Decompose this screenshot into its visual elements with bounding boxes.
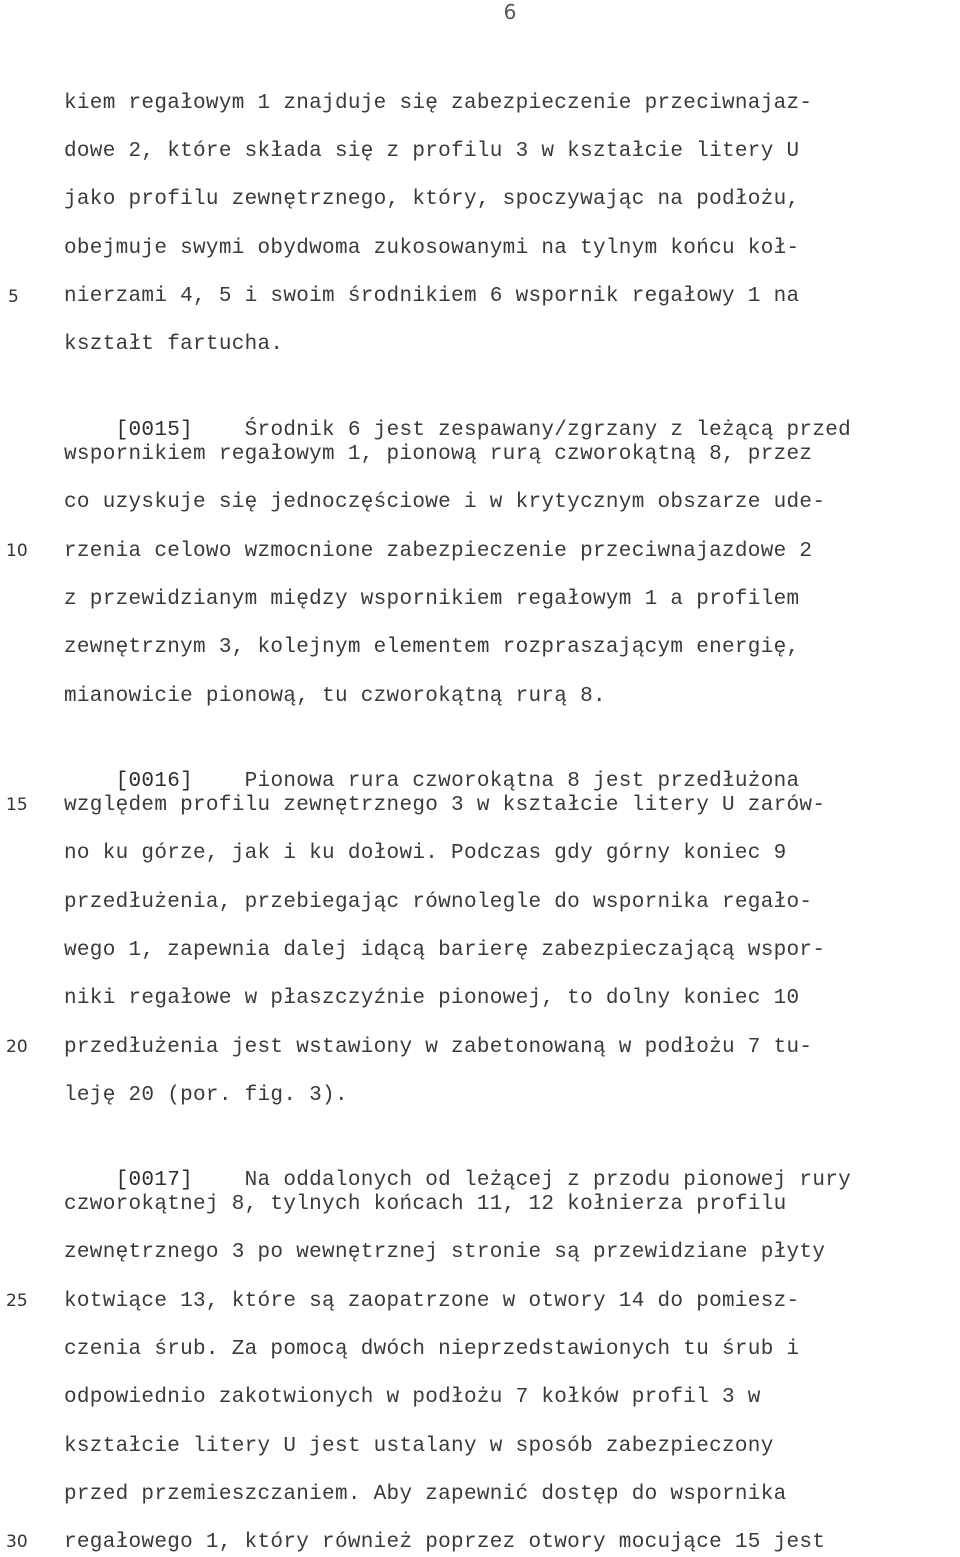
text-line: wego 1, zapewnia dalej idącą barierę zabezpieczającą wspor- xyxy=(64,939,826,962)
text-line: przed przemieszczaniem. Aby zapewnić dostęp do wspornika xyxy=(64,1483,787,1506)
line-number-20: 20 xyxy=(6,1037,28,1057)
text-line: jako profilu zewnętrznego, który, spoczywając na podłożu, xyxy=(64,188,800,211)
paragraph-number: [0015] xyxy=(115,419,194,442)
page-number: 6 xyxy=(503,0,517,24)
text-line: czenia śrub. Za pomocą dwóch nieprzedstawionych tu śrub i xyxy=(64,1338,800,1361)
text-line: mianowicie pionową, tu czworokątną rurą 8. xyxy=(64,685,606,708)
text-line: kształcie litery U jest ustalany w sposób zabezpieczony xyxy=(64,1435,774,1458)
text-segment: Środnik 6 jest zespawany/zgrzany z leżącą przed xyxy=(244,419,852,442)
text-line: zewnętrznego 3 po wewnętrznej stronie są przewidziane płyty xyxy=(64,1241,826,1264)
text-line: co uzyskuje się jednoczęściowe i w krytycznym obszarze ude- xyxy=(64,491,826,514)
line-number-15: 15 xyxy=(6,795,28,815)
text-line: odpowiednio zakotwionych w podłożu 7 kołków profil 3 w xyxy=(64,1386,761,1409)
line-number-5: 5 xyxy=(8,287,19,307)
line-number-30: 30 xyxy=(6,1532,28,1552)
text-line: zewnętrznym 3, kolejnym elementem rozpraszającym energię, xyxy=(64,636,800,659)
text-line: kiem regałowym 1 znajduje się zabezpieczenie przeciwnajaz- xyxy=(64,92,813,115)
line-number-25: 25 xyxy=(6,1291,28,1311)
text-segment: Pionowa rura czworokątna 8 jest przedłużona xyxy=(244,770,800,793)
text-segment: Na oddalonych od leżącej z przodu pionowej rury xyxy=(244,1169,852,1192)
text-line: nierzami 4, 5 i swoim środnikiem 6 wspornik regałowy 1 na xyxy=(64,285,800,308)
text-line: rzenia celowo wzmocnione zabezpieczenie przeciwnajazdowe 2 xyxy=(64,540,813,563)
text-line: przedłużenia jest wstawiony w zabetonowaną w podłożu 7 tu- xyxy=(64,1036,813,1059)
text-line: dowe 2, które składa się z profilu 3 w kształcie litery U xyxy=(64,140,800,163)
line-number-10: 10 xyxy=(6,541,28,561)
text-line: kotwiące 13, które są zaopatrzone w otwory 14 do pomiesz- xyxy=(64,1290,800,1313)
text-line: regałowego 1, który również poprzez otwory mocujące 15 jest xyxy=(64,1531,826,1554)
text-line: z przewidzianym między wspornikiem regałowym 1 a profilem xyxy=(64,588,800,611)
text-line: względem profilu zewnętrznego 3 w kształcie litery U zarów- xyxy=(64,794,826,817)
paragraph-number: [0016] xyxy=(115,770,194,793)
text-line: niki regałowe w płaszczyźnie pionowej, to dolny koniec 10 xyxy=(64,987,800,1010)
text-line: wspornikiem regałowym 1, pionową rurą czworokątną 8, przez xyxy=(64,443,813,466)
text-line: obejmuje swymi obydwoma zukosowanymi na tylnym końcu koł- xyxy=(64,237,800,260)
text-line: leję 20 (por. fig. 3). xyxy=(64,1084,348,1107)
paragraph-number: [0017] xyxy=(115,1169,194,1192)
text-line: no ku górze, jak i ku dołowi. Podczas gdy górny koniec 9 xyxy=(64,842,787,865)
text-line: kształt fartucha. xyxy=(64,333,284,356)
text-line: przedłużenia, przebiegając równolegle do wspornika regało- xyxy=(64,891,813,914)
text-line: czworokątnej 8, tylnych końcach 11, 12 kołnierza profilu xyxy=(64,1193,787,1216)
